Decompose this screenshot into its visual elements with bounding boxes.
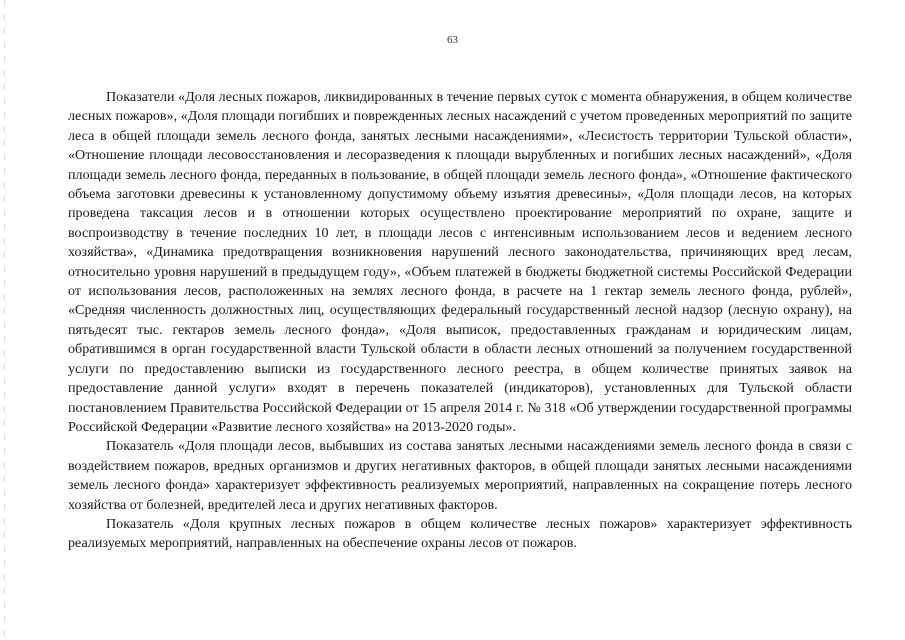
document-body [68, 88, 852, 554]
paragraph-indicators-list: Показатели «Доля лесных пожаров, ликвидированных в течение первых суток с момента обнаружения, в общем количестве лесных пожаров», «Доля площади погибших и поврежденных лесных насаждений с учетом проведенных мероприятий по защите леса в общей площади земель лесного фонда, занятых лесными насаждениями», «Лесистость территории Тульской области», «Отношение площади лесовосстановления и лесоразведения к площади вырубленных и погибших лесных насаждений», «Доля площади земель лесного фонда, переданных в пользование, в общей площади земель лесного фонда», «Отношение фактического объема заготовки древесины к установленному допустимому объему изъятия древесины», «Доля площади лесов, на которых проведена таксация лесов и в отношении которых осуществлено проектирование мероприятий по охране, защите и воспроизводству в течение последних 10 лет, в площади лесов с интенсивным использованием лесов и ведением лесного хозяйства», «Динамика предотвращения возникновения нарушений лесного законодательства, причиняющих вред лесам, относительно уровня нарушений в предыдущем году», «Объем платежей в бюджеты бюджетной системы Российской Федерации от использования лесов, расположенных на землях лесного фонда, в расчете на 1 гектар земель лесного фонда, рублей», «Средняя численность должностных лиц, осуществляющих федеральный государственный лесной надзор (лесную охрану), на пятьдесят тыс. гектаров земель лесного фонда», «Доля выписок, предоставленных гражданам и юридическим лицам, обратившимся в орган государственной власти Тульской области в области лесных отношений за получением государственной услуги по предоставлению выписки из государственного лесного реестра, в общем количестве принятых заявок на предоставление данной услуги» входят в перечень показателей (индикаторов), установленных для Тульской области постановлением Правительства Российской Федерации от 15 апреля 2014 г. № 318 «Об утверждении государственной программы Российской Федерации «Развитие лесного хозяйства» на 2013-2020 годы». [68, 89, 852, 435]
paragraph-large-fires-indicator: Показатель «Доля крупных лесных пожаров в общем количестве лесных пожаров» характеризует эффективность реализуемых мероприятий, направленных на обеспечение охраны лесов от пожаров. [68, 515, 852, 552]
paragraph-forest-loss-indicator: Показатель «Доля площади лесов, выбывших из состава занятых лесными насаждениями земель лесного фонда в связи с воздействием пожаров, вредных организмов и других негативных факторов, в общей площади занятых лесными насаждениями земель лесного фонда» характеризует эффективность реализуемых мероприятий, направленных на сокращение потерь лесного хозяйства от болезней, вредителей леса и других негативных факторов. [68, 438, 852, 513]
scan-edge-line [4, 0, 5, 640]
page-number: 63 [447, 34, 458, 46]
